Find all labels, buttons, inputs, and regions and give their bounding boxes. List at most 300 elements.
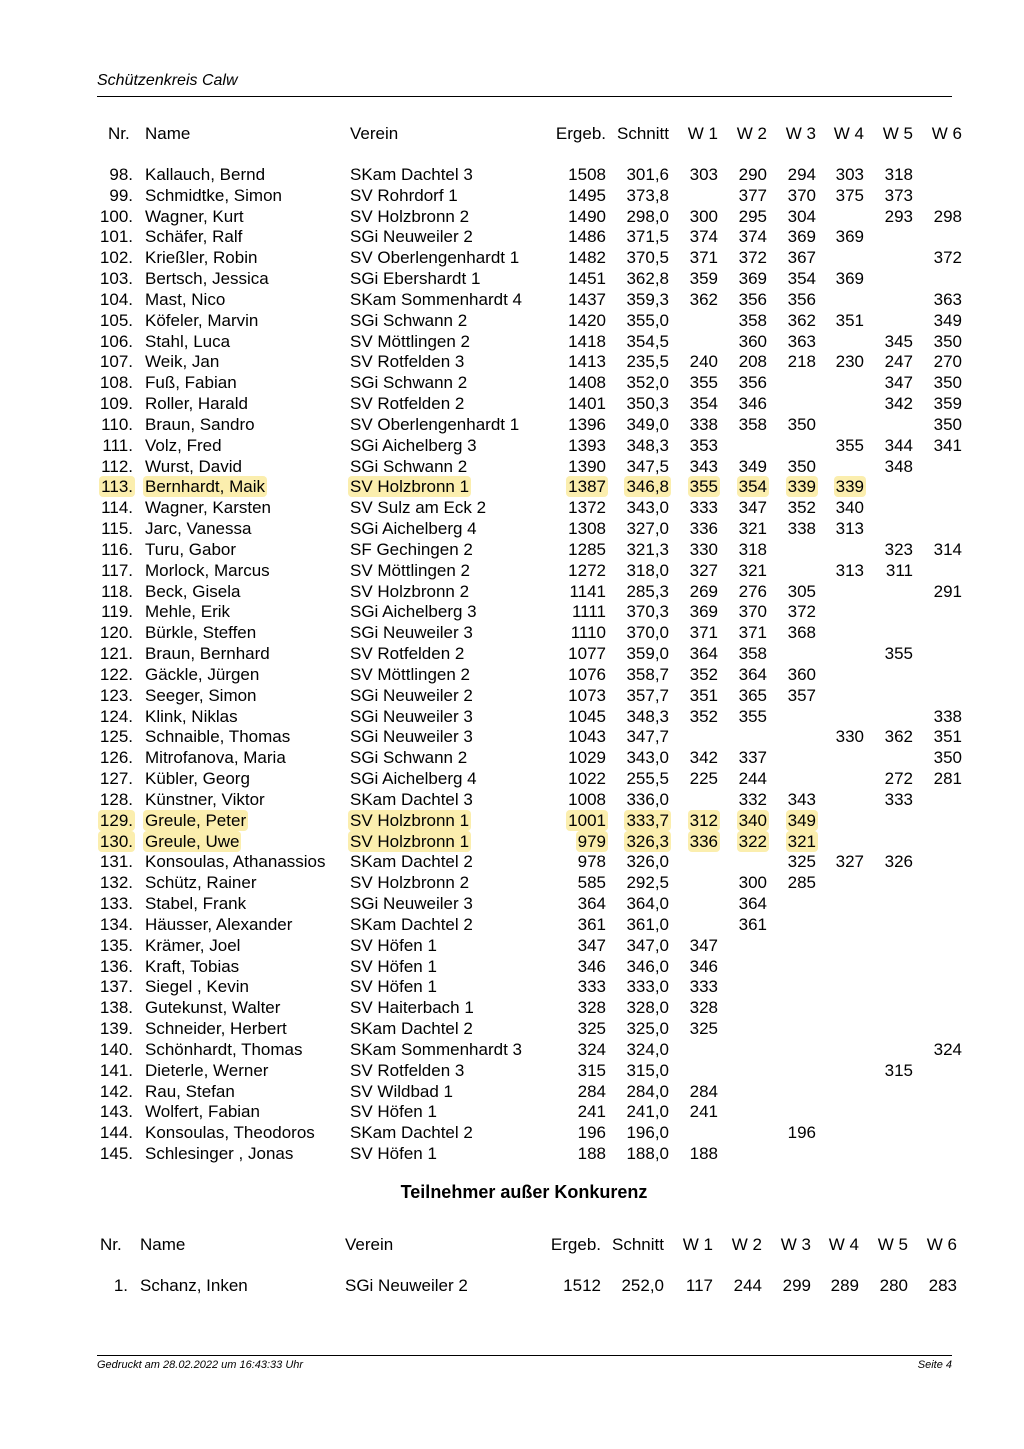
- row-club: SV Oberlengenhardt 1: [350, 414, 520, 434]
- row-result: 324: [577, 1039, 606, 1059]
- row-round-1: 312: [689, 810, 718, 830]
- row-club: SV Höfen 1: [350, 956, 437, 976]
- row-round-4: 327: [835, 852, 864, 872]
- row-club: SGi Schwann 2: [350, 373, 468, 393]
- row-average: 284,0: [626, 1081, 669, 1101]
- row-rank: 112.: [101, 456, 133, 476]
- row-club: SV Rotfelden 3: [350, 1060, 465, 1080]
- row-round-1: 336: [689, 831, 718, 851]
- row-rank: 98.: [109, 165, 133, 184]
- row-result: 315: [577, 1060, 606, 1080]
- row-round-3: 356: [787, 289, 816, 309]
- row-club: SV Holzbronn 2: [350, 873, 470, 893]
- row-club: SGi Aichelberg 4: [350, 769, 477, 789]
- column-header: W 4: [828, 1235, 859, 1254]
- row-result: 1451: [568, 269, 606, 289]
- row-round-4: 369: [835, 269, 864, 289]
- row-round-2: 332: [738, 789, 767, 809]
- row-round-5: 373: [884, 185, 913, 205]
- row-average: 324,0: [626, 1039, 669, 1059]
- row-rank: 107.: [99, 352, 133, 372]
- row-result: 284: [577, 1081, 606, 1101]
- row-rank: 100.: [99, 206, 133, 226]
- row-rank: 123.: [99, 685, 133, 705]
- row-round-3: 285: [787, 873, 816, 893]
- table-row: [0, 456, 1024, 477]
- row-rank: 140.: [99, 1039, 133, 1059]
- row-average: 326,0: [626, 852, 669, 872]
- row-club: SGi Neuweiler 3: [350, 894, 473, 914]
- row-name: Roller, Harald: [145, 394, 248, 414]
- row-round-6: 281: [933, 769, 962, 789]
- row-name: Konsoulas, Athanassios: [145, 852, 326, 872]
- table-row: [0, 226, 1024, 247]
- row-result: 1490: [568, 206, 606, 226]
- column-header: Nr.: [100, 1235, 122, 1254]
- row-name: Konsoulas, Theodoros: [145, 1123, 315, 1143]
- row-name: Wurst, David: [145, 456, 242, 476]
- row-rank: 136.: [99, 956, 133, 976]
- table-row: [0, 289, 1024, 310]
- table-row: [0, 310, 1024, 331]
- row-round-3: 299: [782, 1276, 811, 1295]
- row-name: Jarc, Vanessa: [145, 519, 252, 539]
- row-result: 1272: [568, 560, 606, 580]
- footer-page: Seite 4: [917, 1359, 952, 1371]
- row-name: Dieterle, Werner: [145, 1060, 269, 1080]
- table-row: [0, 851, 1024, 872]
- table-row: [0, 393, 1024, 414]
- column-header: W 6: [931, 124, 962, 143]
- row-round-1: 333: [689, 498, 718, 518]
- row-round-6: 349: [933, 310, 962, 330]
- row-club: SV Rohrdorf 1: [350, 185, 458, 205]
- row-round-6: 338: [933, 706, 962, 726]
- row-club: SKam Dachtel 2: [350, 914, 473, 934]
- footer-rule: [97, 1355, 952, 1356]
- row-round-6: 283: [928, 1276, 957, 1295]
- row-rank: 118.: [101, 581, 133, 601]
- row-result: 979: [577, 831, 606, 851]
- row-round-3: 370: [787, 185, 816, 205]
- row-rank: 113.: [101, 477, 133, 497]
- row-round-2: 369: [738, 269, 767, 289]
- header-rule: [97, 96, 952, 97]
- row-round-3: 196: [787, 1123, 816, 1143]
- row-club: SGi Neuweiler 3: [350, 727, 473, 747]
- row-name: Siegel , Kevin: [145, 977, 249, 997]
- row-round-5: 318: [884, 165, 913, 184]
- row-round-3: 372: [787, 602, 816, 622]
- row-result: 585: [577, 873, 606, 893]
- row-result: 1387: [568, 477, 606, 497]
- row-round-5: 345: [884, 331, 913, 351]
- row-round-1: 188: [689, 1144, 718, 1163]
- table-row: [0, 414, 1024, 435]
- table-row: [0, 789, 1024, 810]
- row-average: 235,5: [626, 352, 669, 372]
- row-name: Schanz, Inken: [140, 1276, 248, 1295]
- row-average: 298,0: [626, 206, 669, 226]
- row-result: 1022: [568, 769, 606, 789]
- column-header: W 2: [731, 1235, 762, 1254]
- row-average: 343,0: [626, 498, 669, 518]
- row-rank: 135.: [99, 935, 133, 955]
- row-round-1: 371: [689, 623, 718, 643]
- row-round-3: 367: [787, 248, 816, 268]
- row-round-4: 339: [835, 477, 864, 497]
- row-rank: 122.: [99, 664, 133, 684]
- row-round-2: 244: [733, 1276, 762, 1295]
- row-round-3: 354: [787, 269, 816, 289]
- row-average: 348,3: [626, 435, 669, 455]
- row-rank: 121.: [99, 644, 133, 664]
- row-rank: 119.: [101, 602, 133, 622]
- row-round-5: 293: [884, 206, 913, 226]
- table-row: [0, 435, 1024, 456]
- row-result: 1418: [568, 331, 606, 351]
- table-row: [0, 247, 1024, 268]
- row-round-6: 298: [933, 206, 962, 226]
- row-round-1: 330: [689, 539, 718, 559]
- row-name: Gutekunst, Walter: [145, 998, 281, 1018]
- row-round-3: 369: [787, 227, 816, 247]
- table-row: [0, 643, 1024, 664]
- column-header: Ergeb.: [550, 1235, 601, 1254]
- row-round-2: 358: [738, 644, 767, 664]
- row-name: Mitrofanova, Maria: [145, 748, 286, 768]
- column-header: Name: [140, 1235, 186, 1254]
- table-row: [0, 706, 1024, 727]
- row-club: SV Holzbronn 2: [350, 206, 470, 226]
- row-round-1: 325: [689, 1019, 718, 1039]
- table-row: [0, 1122, 1024, 1143]
- row-round-5: 326: [884, 852, 913, 872]
- row-round-1: 117: [685, 1276, 713, 1295]
- row-result: 1111: [571, 602, 606, 622]
- row-round-2: 349: [738, 456, 767, 476]
- row-club: SGi Schwann 2: [350, 748, 468, 768]
- row-club: SV Möttlingen 2: [350, 331, 471, 351]
- table-row: [0, 372, 1024, 393]
- row-round-1: 346: [689, 956, 718, 976]
- row-club: SV Sulz am Eck 2: [350, 498, 487, 518]
- row-name: Köfeler, Marvin: [145, 310, 259, 330]
- column-header: W 4: [833, 124, 864, 143]
- row-round-3: 304: [787, 206, 816, 226]
- row-result: 325: [577, 1019, 606, 1039]
- row-round-5: 355: [884, 644, 913, 664]
- column-header: Schnitt: [612, 1235, 664, 1254]
- table-row: [0, 956, 1024, 977]
- row-result: 1401: [568, 394, 606, 414]
- table-row: [0, 331, 1024, 352]
- table-row: [0, 747, 1024, 768]
- row-round-2: 358: [738, 414, 767, 434]
- row-round-5: 311: [885, 560, 913, 580]
- row-rank: 99.: [109, 185, 133, 205]
- row-average: 349,0: [626, 414, 669, 434]
- row-average: 196,0: [626, 1123, 669, 1143]
- row-round-5: 315: [884, 1060, 913, 1080]
- row-name: Schäfer, Ralf: [145, 227, 243, 247]
- row-rank: 117.: [101, 560, 133, 580]
- row-average: 371,5: [626, 227, 669, 247]
- table-row: [0, 997, 1024, 1018]
- table-row: [0, 1143, 1024, 1164]
- row-club: SV Höfen 1: [350, 935, 437, 955]
- row-round-6: 351: [933, 727, 962, 747]
- row-round-4: 330: [835, 727, 864, 747]
- table-row: [0, 935, 1024, 956]
- row-club: SGi Neuweiler 2: [350, 227, 473, 247]
- table-row: [0, 518, 1024, 539]
- row-club: SV Rotfelden 2: [350, 394, 465, 414]
- row-average: 333,7: [626, 810, 669, 830]
- row-club: SV Holzbronn 2: [350, 581, 470, 601]
- row-rank: 141.: [99, 1060, 133, 1080]
- row-rank: 143.: [99, 1102, 133, 1122]
- row-average: 370,5: [626, 248, 669, 268]
- row-round-3: 360: [787, 664, 816, 684]
- row-round-3: 321: [787, 831, 816, 851]
- row-average: 252,0: [621, 1276, 664, 1295]
- row-round-1: 336: [689, 519, 718, 539]
- row-round-2: 364: [738, 664, 767, 684]
- row-round-2: 358: [738, 310, 767, 330]
- row-round-6: 314: [933, 539, 962, 559]
- row-result: 1482: [568, 248, 606, 268]
- table-row: [0, 1039, 1024, 1060]
- row-round-4: 340: [835, 498, 864, 518]
- row-rank: 129.: [99, 810, 133, 830]
- row-round-2: 300: [738, 873, 767, 893]
- row-club: SGi Neuweiler 3: [350, 706, 473, 726]
- row-name: Stahl, Luca: [145, 331, 231, 351]
- row-round-5: 280: [879, 1276, 908, 1295]
- row-round-1: 327: [689, 560, 718, 580]
- row-name: Schütz, Rainer: [145, 873, 257, 893]
- row-result: 346: [577, 956, 606, 976]
- row-club: SGi Neuweiler 2: [345, 1276, 468, 1295]
- row-round-3: 357: [787, 685, 816, 705]
- table-row: [0, 560, 1024, 581]
- row-rank: 142.: [99, 1081, 133, 1101]
- row-round-5: 247: [884, 352, 913, 372]
- row-club: SGi Schwann 2: [350, 310, 468, 330]
- table-row: [0, 601, 1024, 622]
- row-average: 336,0: [626, 789, 669, 809]
- row-average: 347,5: [626, 456, 669, 476]
- row-name: Mast, Nico: [145, 289, 226, 309]
- row-club: SGi Aichelberg 3: [350, 435, 477, 455]
- row-round-2: 347: [738, 498, 767, 518]
- row-name: Morlock, Marcus: [145, 560, 270, 580]
- row-round-4: 351: [835, 310, 864, 330]
- row-club: SKam Dachtel 2: [350, 852, 473, 872]
- row-average: 370,3: [626, 602, 669, 622]
- row-average: 354,5: [626, 331, 669, 351]
- row-name: Schnaible, Thomas: [145, 727, 291, 747]
- row-round-5: 272: [884, 769, 913, 789]
- row-club: SV Höfen 1: [350, 977, 437, 997]
- row-average: 328,0: [626, 998, 669, 1018]
- row-rank: 133.: [99, 894, 133, 914]
- row-average: 292,5: [626, 873, 669, 893]
- row-name: Greule, Peter: [145, 810, 247, 830]
- row-average: 358,7: [626, 664, 669, 684]
- row-rank: 109.: [99, 394, 133, 414]
- row-club: SV Wildbad 1: [350, 1081, 453, 1101]
- table-row: [0, 622, 1024, 643]
- row-name: Kübler, Georg: [145, 769, 250, 789]
- row-club: SV Holzbronn 1: [350, 477, 470, 497]
- row-average: 373,8: [626, 185, 669, 205]
- row-round-2: 374: [738, 227, 767, 247]
- row-round-3: 338: [787, 519, 816, 539]
- row-rank: 105.: [99, 310, 133, 330]
- row-round-4: 230: [835, 352, 864, 372]
- row-result: 328: [577, 998, 606, 1018]
- row-result: 333: [577, 977, 606, 997]
- row-round-2: 318: [738, 539, 767, 559]
- row-name: Krießler, Robin: [145, 248, 258, 268]
- row-club: SGi Ebershardt 1: [350, 269, 481, 289]
- table-row: [0, 268, 1024, 289]
- row-round-1: 369: [689, 602, 718, 622]
- column-header: Verein: [350, 124, 399, 143]
- row-club: SV Möttlingen 2: [350, 664, 471, 684]
- row-round-1: 359: [689, 269, 718, 289]
- row-round-6: 363: [933, 289, 962, 309]
- row-result: 1073: [568, 685, 606, 705]
- column-header: W 3: [780, 1235, 811, 1254]
- row-round-1: 352: [689, 664, 718, 684]
- row-round-5: 344: [884, 435, 913, 455]
- row-round-1: 300: [689, 206, 718, 226]
- row-average: 348,3: [626, 706, 669, 726]
- row-rank: 126.: [99, 748, 133, 768]
- row-round-6: 372: [933, 248, 962, 268]
- row-club: SKam Sommenhardt 4: [350, 289, 522, 309]
- row-average: 188,0: [626, 1144, 669, 1163]
- column-header: W 6: [926, 1235, 957, 1254]
- row-result: 1508: [568, 165, 606, 184]
- row-club: SF Gechingen 2: [350, 539, 473, 559]
- row-rank: 131.: [99, 852, 133, 872]
- row-name: Braun, Sandro: [145, 414, 255, 434]
- row-result: 1141: [569, 581, 606, 601]
- row-round-2: 337: [738, 748, 767, 768]
- row-result: 188: [577, 1144, 606, 1163]
- row-average: 315,0: [626, 1060, 669, 1080]
- row-result: 361: [577, 914, 606, 934]
- row-round-6: 341: [933, 435, 962, 455]
- row-round-1: 362: [689, 289, 718, 309]
- table-row: [0, 1275, 1024, 1296]
- row-round-4: 369: [835, 227, 864, 247]
- row-rank: 115.: [101, 519, 133, 539]
- row-round-5: 348: [884, 456, 913, 476]
- row-rank: 130.: [99, 831, 133, 851]
- row-round-3: 362: [787, 310, 816, 330]
- row-average: 357,7: [626, 685, 669, 705]
- row-average: 359,3: [626, 289, 669, 309]
- row-result: 1001: [568, 810, 606, 830]
- row-round-5: 347: [884, 373, 913, 393]
- row-round-2: 321: [738, 560, 767, 580]
- row-result: 1495: [568, 185, 606, 205]
- row-rank: 104.: [99, 289, 133, 309]
- row-round-6: 350: [933, 748, 962, 768]
- row-rank: 103.: [99, 269, 133, 289]
- row-club: SV Möttlingen 2: [350, 560, 471, 580]
- row-round-6: 270: [933, 352, 962, 372]
- row-round-4: 355: [835, 435, 864, 455]
- row-average: 255,5: [626, 769, 669, 789]
- row-round-1: 240: [689, 352, 718, 372]
- row-club: SV Rotfelden 2: [350, 644, 465, 664]
- table-row: [0, 497, 1024, 518]
- row-round-1: 338: [689, 414, 718, 434]
- row-average: 343,0: [626, 748, 669, 768]
- row-name: Bernhardt, Maik: [145, 477, 265, 497]
- section-title: Teilnehmer außer Konkurenz: [400, 1182, 648, 1202]
- row-rank: 101.: [99, 227, 133, 247]
- table-row: [0, 351, 1024, 372]
- row-round-4: 303: [835, 165, 864, 184]
- table-row: [0, 810, 1024, 831]
- row-round-1: 355: [689, 477, 718, 497]
- row-average: 301,6: [626, 165, 669, 184]
- row-result: 1396: [568, 414, 606, 434]
- row-result: 1408: [568, 373, 606, 393]
- row-rank: 145.: [99, 1144, 133, 1163]
- row-round-3: 350: [787, 456, 816, 476]
- row-club: SGi Aichelberg 3: [350, 602, 477, 622]
- row-round-1: 284: [689, 1081, 718, 1101]
- row-rank: 102.: [99, 248, 133, 268]
- row-round-1: 333: [689, 977, 718, 997]
- table-row: [0, 164, 1024, 185]
- row-result: 1486: [568, 227, 606, 247]
- row-round-3: 305: [787, 581, 816, 601]
- row-average: 241,0: [626, 1102, 669, 1122]
- row-rank: 1.: [113, 1276, 128, 1295]
- row-result: 1043: [568, 727, 606, 747]
- row-average: 361,0: [626, 914, 669, 934]
- row-name: Gäckle, Jürgen: [145, 664, 260, 684]
- row-result: 1076: [568, 664, 606, 684]
- row-round-6: 350: [933, 373, 962, 393]
- row-rank: 137.: [99, 977, 133, 997]
- row-round-1: 347: [689, 935, 718, 955]
- row-name: Schönhardt, Thomas: [145, 1039, 303, 1059]
- row-result: 1308: [568, 519, 606, 539]
- row-average: 327,0: [626, 519, 669, 539]
- row-name: Schmidtke, Simon: [145, 185, 282, 205]
- row-rank: 120.: [99, 623, 133, 643]
- row-rank: 124.: [99, 706, 133, 726]
- row-result: 1045: [568, 706, 606, 726]
- row-round-5: 342: [884, 394, 913, 414]
- row-round-1: 352: [689, 706, 718, 726]
- row-name: Schneider, Herbert: [145, 1019, 287, 1039]
- row-round-2: 361: [738, 914, 767, 934]
- row-round-4: 313: [835, 560, 864, 580]
- row-round-2: 360: [738, 331, 767, 351]
- row-round-3: 368: [787, 623, 816, 643]
